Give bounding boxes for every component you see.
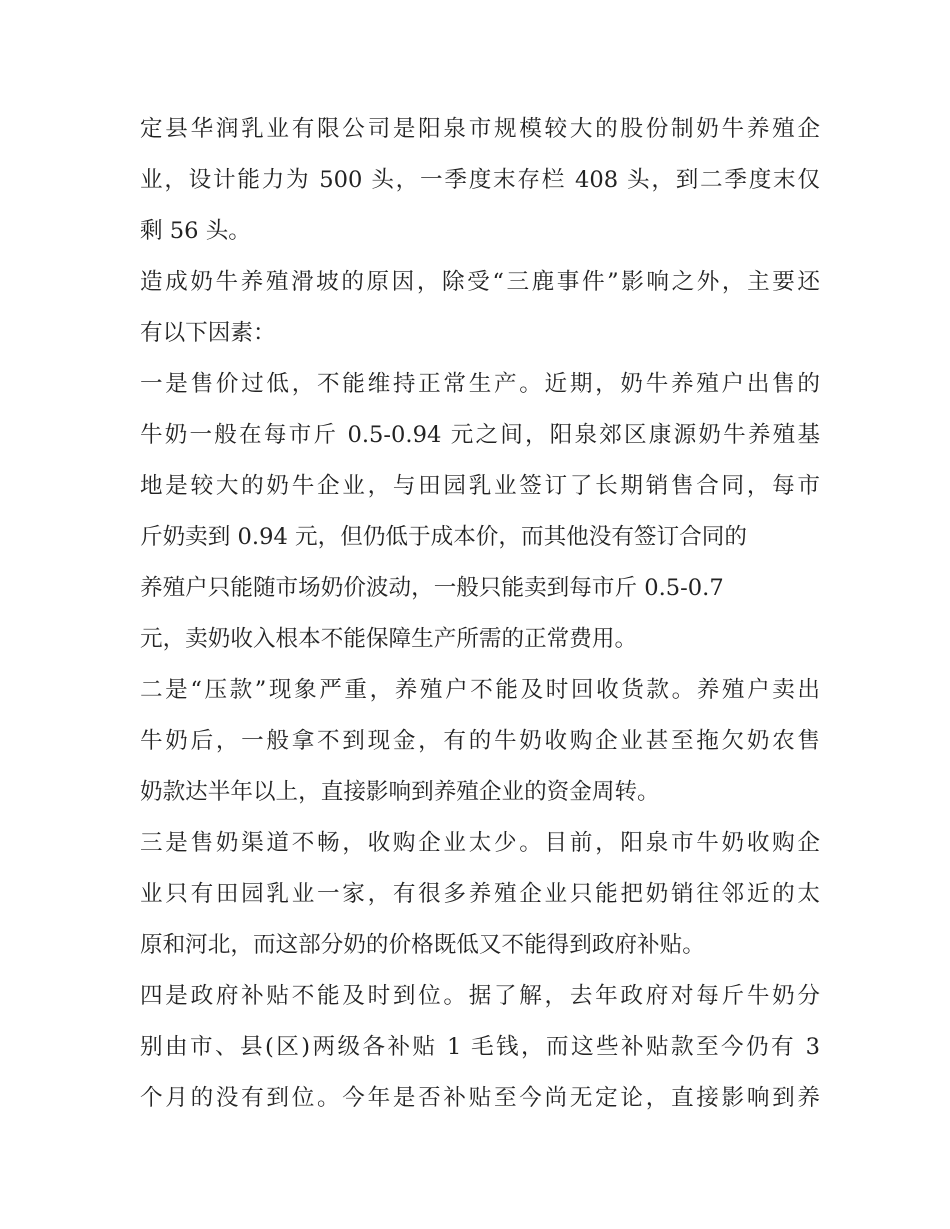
text-line: 业，设计能力为 500 头，一季度末存栏 408 头，到二季度末仅 xyxy=(140,167,820,193)
text-line: 个月的没有到位。今年是否补贴至今尚无定论，直接影响到养 xyxy=(140,1085,820,1111)
text-line: 元，卖奶收入根本不能保障生产所需的正常费用。 xyxy=(140,626,638,652)
text-line: 业只有田园乳业一家，有很多养殖企业只能把奶销往邻近的太 xyxy=(140,881,820,907)
text-line: 造成奶牛养殖滑坡的原因，除受“三鹿事件”影响之外，主要还 xyxy=(140,269,820,295)
text-line: 定县华润乳业有限公司是阳泉市规模较大的股份制奶牛养殖企 xyxy=(140,116,820,142)
text-line: 原和河北，而这部分奶的价格既低又不能得到政府补贴。 xyxy=(140,932,705,958)
text-line: 四是政府补贴不能及时到位。据了解，去年政府对每斤牛奶分 xyxy=(140,983,820,1009)
text-line: 剩 56 头。 xyxy=(140,218,251,244)
text-line: 别由市、县(区)两级各补贴 1 毛钱，而这些补贴款至今仍有 3 xyxy=(140,1034,820,1060)
text-line: 一是售价过低，不能维持正常生产。近期，奶牛养殖户出售的 xyxy=(140,371,820,397)
text-line: 奶款达半年以上，直接影响到养殖企业的资金周转。 xyxy=(140,779,660,805)
text-line: 有以下因素： xyxy=(140,320,276,346)
text-line: 三是售奶渠道不畅，收购企业太少。目前，阳泉市牛奶收购企 xyxy=(140,830,820,856)
text-line: 斤奶卖到 0.94 元，但仍低于成本价，而其他没有签订合同的 xyxy=(140,524,747,550)
text-line: 地是较大的奶牛企业，与田园乳业签订了长期销售合同，每市 xyxy=(140,473,820,499)
text-line: 牛奶后，一般拿不到现金，有的牛奶收购企业甚至拖欠奶农售 xyxy=(140,728,820,754)
body-text xyxy=(140,104,820,1124)
text-line: 牛奶一般在每市斤 0.5-0.94 元之间，阳泉郊区康源奶牛养殖基 xyxy=(140,422,820,448)
text-line: 二是“压款”现象严重，养殖户不能及时回收货款。养殖户卖出 xyxy=(140,677,820,703)
text-line: 养殖户只能随市场奶价波动，一般只能卖到每市斤 0.5-0.7 xyxy=(140,575,724,601)
